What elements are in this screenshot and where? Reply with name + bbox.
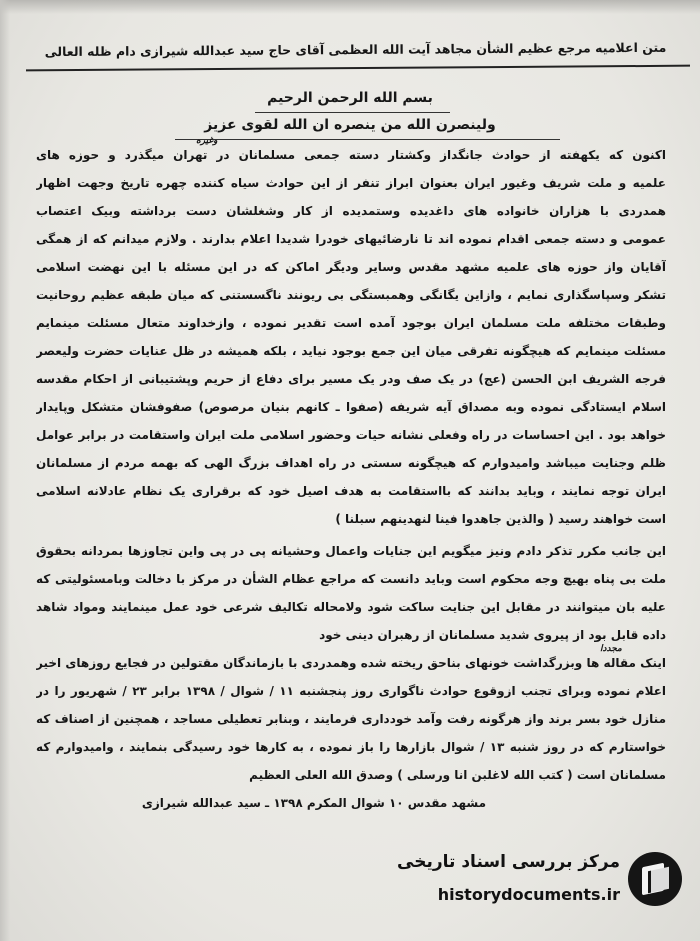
body-line: ظلم وجنایت میباشد وامیدوارم که هیچگونه سستی در راه اهداف بزرگ الهی که بهمه مردم از مسلمانان <box>36 456 666 470</box>
watermark-org-name: مرکز بررسی اسناد تاریخی <box>397 852 620 872</box>
body-line: خواهد بود . این احساسات در راه وفعلی نشانه حیات وحضور اسلامی ملت ایران واستقامت در برابر عوامل <box>36 428 666 442</box>
body-line: اکنون که یکهفته از حوادث جانگداز وکشتار دسته جمعی مسلمانان در تهران میگذرد و حوزه های <box>36 148 666 162</box>
archive-watermark <box>397 840 690 920</box>
document-body <box>36 141 666 817</box>
scan-edge-left <box>0 0 10 941</box>
body-line: علمیه و ملت شریف وغیور ایران بعنوان ابراز تنفر از این حوادث سیاه کننده چهره تاریخ وجهت اظهار <box>36 176 666 190</box>
body-line: تشکر وسپاسگذاری نمایم ، وازاین یگانگی وهمبستگی بی ریونند ناگسستنی که میان طبقه عظیم روحانیت <box>36 288 666 302</box>
body-line: اعلام نموده وبرای تجنب ازوقوع حوادث ناگواری روز پنجشنبه ۱۱ / شوال / ۱۳۹۸ برابر ۲۳ / شهریور را در <box>36 684 666 698</box>
body-line: ملت بی پناه بهیچ وجه محکوم است وباید دانست که مراجع عظام الشأن در مرکز با دخالت وبامسئولیتی که <box>36 572 666 586</box>
body-line: همدردی با هزاران خانواده های داغدیده وستمدیده از کار وشغلشان دست برداشته وبیک اعتصاب <box>36 204 666 218</box>
body-line: است خواهند رسید ( والذین جاهدوا فینا لنهدینهم سبلنا ) <box>335 512 666 526</box>
signature-line: مشهد مقدس ۱۰ شوال المکرم ۱۳۹۸ ـ سید عبدالله شیرازی <box>141 796 486 810</box>
document-header: متن اعلامیه مرجع عظیم الشأن مجاهد آیت الله العظمی آقای حاج سید عبدالله شیرازی دام ظله العالی <box>44 39 667 60</box>
body-line: منازل خود بسر برند واز هرگونه رفت وآمد خودداری فرمایند ، وبنابر تعطیلی مساجد ، همچنین از اصناف که <box>36 712 666 726</box>
quran-verse: ولینصرن الله من ینصره ان الله لقوی عزیز <box>204 117 496 133</box>
handwritten-insertion: مجددا <box>600 644 622 654</box>
body-line: مسئلت مینمایم که هیچگونه تفرقی میان این جمع بوجود نیاید ، بلکه همیشه در ظل عنایات حضرت ولیعصر <box>36 344 666 358</box>
body-line: داده قابل بود از پیروی شدید مسلمانان از رهبران دینی خود <box>319 628 666 642</box>
body-line: عمومی و دسته جمعی اقدام نموده اند تا نارضائیهای خودرا شدیدا اعلام بدارند . ولازم میدانم که از همگی <box>36 232 666 246</box>
body-line: این جانب مکرر تذکر دادم ونیز میگویم این جنایات واعمال وحشیانه پی در پی واین تجاوزها بمردانه بحقوق <box>36 544 666 558</box>
body-line: علیه بان میتوانند در مقابل این جنایت ساکت شود ولامحاله تکالیف شرعی خود عمل مینمایند ومواد شاهد <box>36 600 666 614</box>
scan-edge-top <box>0 0 700 14</box>
body-line: ایران توجه نمایند ، وباید بدانند که بااستقامت به هدف اصیل خود که برقراری یک نظام عادلانه اسلامی <box>36 484 666 498</box>
handwritten-insertion: وغیره <box>196 136 218 146</box>
body-line: وطبقات مختلفه ملت مسلمان ایران بوجود آمده است تقدیر نموده ، وازخداوند متعال مسئلت مینمایم <box>36 316 666 330</box>
basmala-underline <box>255 112 450 113</box>
book-icon <box>628 852 682 906</box>
body-line: فرجه الشریف ابن الحسن (عج) در یک صف ودر یک مسیر برای دفاع از حریم وپشتیبانی از احکام مقدسه <box>36 372 666 386</box>
verse-underline <box>175 139 560 140</box>
body-line: اینک مقاله ها وبزرگداشت خونهای بناحق ریخته شده وهمدردی با بازماندگان مقتولین در فجایع روزهای اخیر <box>36 656 666 670</box>
body-line: آقایان واز حوزه های علمیه مشهد مقدس وسایر ودیگر اماکن که در این مسئله با این نهضت اسلامی <box>36 260 666 274</box>
body-line: اسلام ایستادگی نموده وبه مصداق آیه شریفه (صفوا ـ کانهم بنیان مرصوص) صفوفشان متشکل وپایدار <box>36 400 666 414</box>
watermark-website: historydocuments.ir <box>437 885 620 904</box>
body-line: مسلمانان است ( کتب الله لاغلبن انا ورسلی ) وصدق الله العلی العظیم <box>249 768 666 782</box>
basmala: بسم الله الرحمن الرحیم <box>267 90 433 106</box>
body-line: خواستارم که در روز شنبه ۱۳ / شوال بازارها را باز نموده ، به کارها خود رسیدگی بنمایند ، وامیدوارم که <box>36 740 666 754</box>
